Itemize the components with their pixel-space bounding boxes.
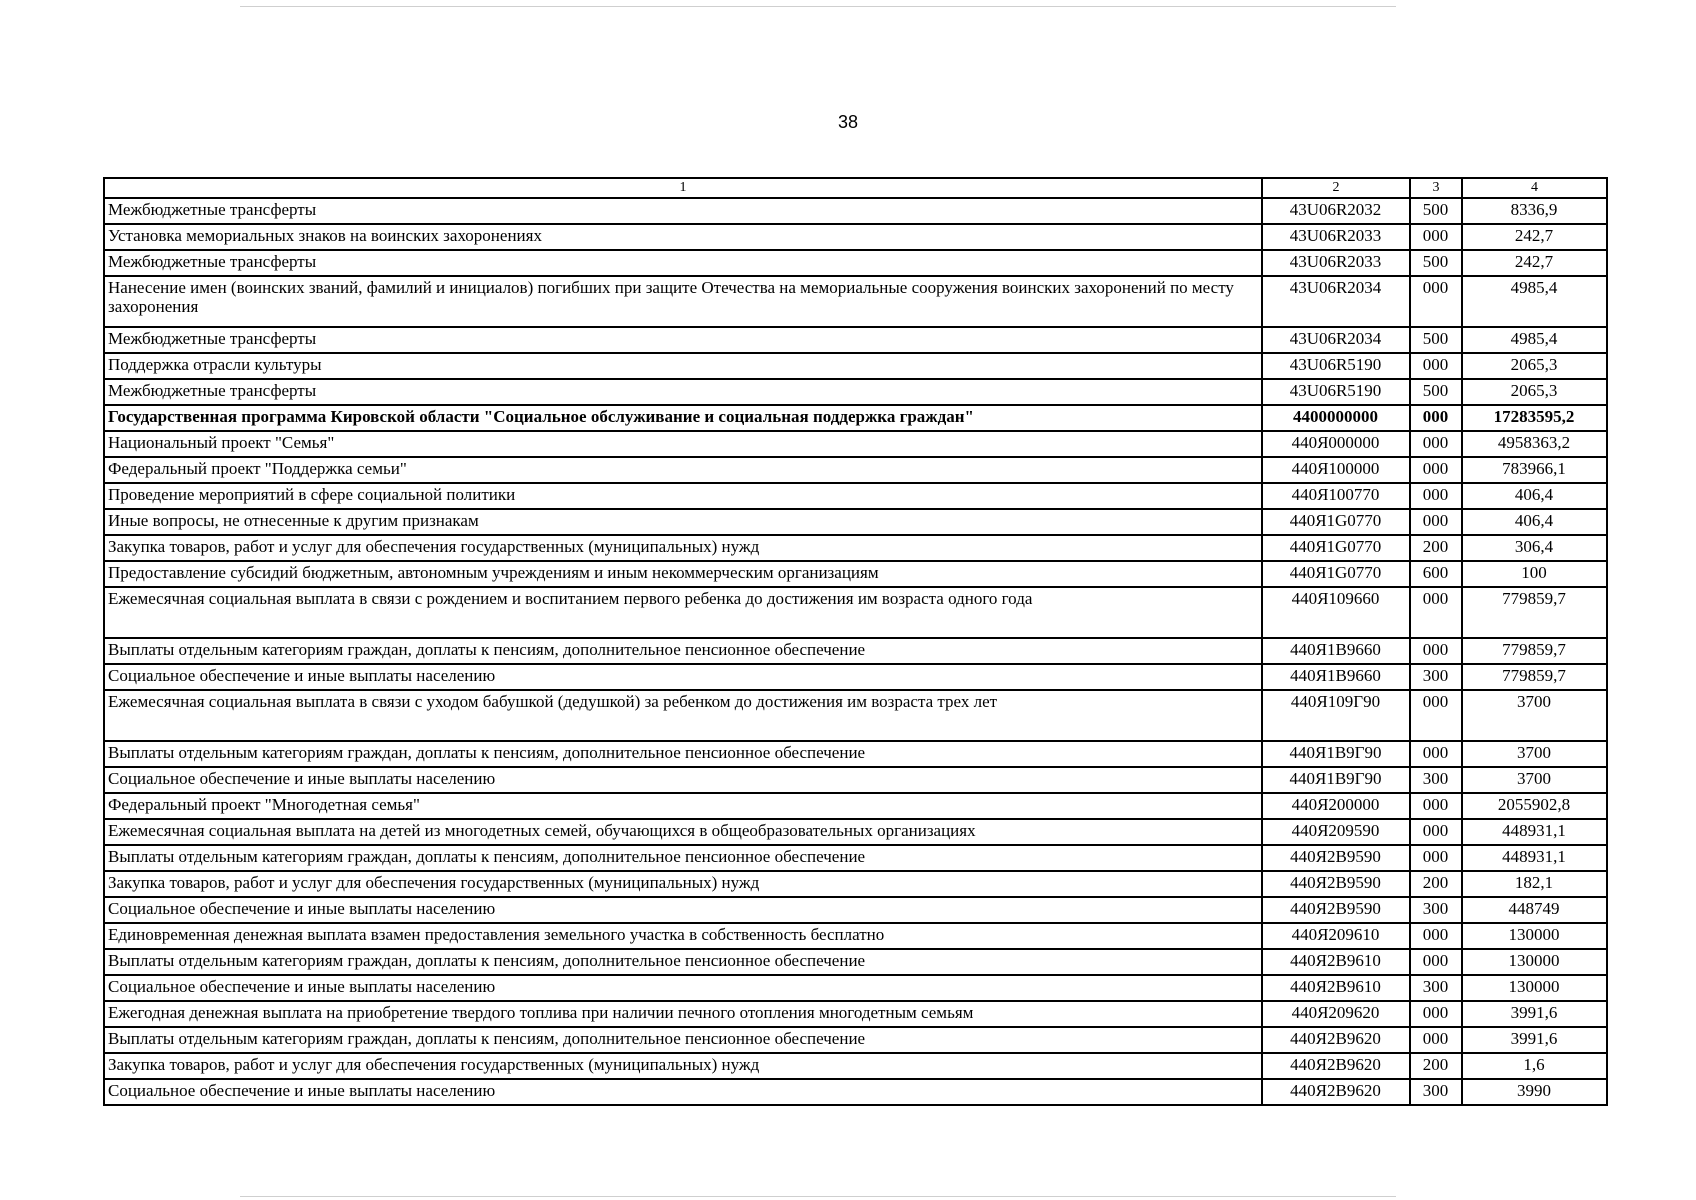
table-row — [104, 897, 1607, 923]
row-expense-type-cell: 600 — [1410, 561, 1462, 587]
row-name-cell: Межбюджетные трансферты — [104, 198, 1262, 224]
table-row — [104, 923, 1607, 949]
row-sum-cell: 3700 — [1462, 741, 1607, 767]
table-row — [104, 975, 1607, 1001]
table-row — [104, 353, 1607, 379]
table-row — [104, 845, 1607, 871]
table-row — [104, 535, 1607, 561]
row-sum-cell: 448931,1 — [1462, 845, 1607, 871]
row-name-cell: Выплаты отдельным категориям граждан, доплаты к пенсиям, дополнительное пенсионное обеспечение — [104, 1027, 1262, 1053]
table-row — [104, 561, 1607, 587]
row-name-cell: Социальное обеспечение и иные выплаты населению — [104, 767, 1262, 793]
row-sum-cell: 779859,7 — [1462, 587, 1607, 638]
row-code-cell: 4400000000 — [1262, 405, 1410, 431]
row-sum-cell: 242,7 — [1462, 250, 1607, 276]
row-expense-type-cell: 000 — [1410, 431, 1462, 457]
row-code-cell: 43U06R5190 — [1262, 353, 1410, 379]
row-code-cell: 43U06R2034 — [1262, 276, 1410, 327]
table-row — [104, 1001, 1607, 1027]
row-name-cell: Социальное обеспечение и иные выплаты населению — [104, 975, 1262, 1001]
row-expense-type-cell: 500 — [1410, 250, 1462, 276]
row-code-cell: 440Я1B9Г90 — [1262, 767, 1410, 793]
table-row — [104, 431, 1607, 457]
row-expense-type-cell: 300 — [1410, 767, 1462, 793]
row-name-cell: Ежемесячная социальная выплата в связи с рождением и воспитанием первого ребенка до достижения им возраста одного года — [104, 587, 1262, 638]
row-code-cell: 43U06R2034 — [1262, 327, 1410, 353]
table-body — [104, 198, 1607, 1105]
row-expense-type-cell: 000 — [1410, 276, 1462, 327]
row-sum-cell: 130000 — [1462, 949, 1607, 975]
row-sum-cell: 779859,7 — [1462, 638, 1607, 664]
row-expense-type-cell: 300 — [1410, 975, 1462, 1001]
row-code-cell: 43U06R2032 — [1262, 198, 1410, 224]
row-sum-cell: 130000 — [1462, 975, 1607, 1001]
header-row — [104, 178, 1607, 198]
row-expense-type-cell: 200 — [1410, 535, 1462, 561]
row-sum-cell: 448749 — [1462, 897, 1607, 923]
row-name-cell: Национальный проект "Семья" — [104, 431, 1262, 457]
table-row — [104, 871, 1607, 897]
row-expense-type-cell: 000 — [1410, 353, 1462, 379]
row-code-cell: 440Я2B9610 — [1262, 975, 1410, 1001]
row-name-cell: Социальное обеспечение и иные выплаты населению — [104, 1079, 1262, 1105]
row-code-cell: 440Я200000 — [1262, 793, 1410, 819]
row-name-cell: Государственная программа Кировской области "Социальное обслуживание и социальная поддержка граждан" — [104, 405, 1262, 431]
row-name-cell: Поддержка отрасли культуры — [104, 353, 1262, 379]
table-row — [104, 949, 1607, 975]
row-code-cell: 440Я1G0770 — [1262, 509, 1410, 535]
page-number: 38 — [837, 112, 859, 132]
row-name-cell: Социальное обеспечение и иные выплаты населению — [104, 664, 1262, 690]
table-row — [104, 379, 1607, 405]
row-expense-type-cell: 200 — [1410, 1053, 1462, 1079]
row-sum-cell: 3991,6 — [1462, 1001, 1607, 1027]
row-sum-cell: 2055902,8 — [1462, 793, 1607, 819]
row-code-cell: 440Я000000 — [1262, 431, 1410, 457]
row-code-cell: 440Я1B9Г90 — [1262, 741, 1410, 767]
row-expense-type-cell: 000 — [1410, 923, 1462, 949]
row-code-cell: 440Я2B9590 — [1262, 845, 1410, 871]
row-code-cell: 440Я109660 — [1262, 587, 1410, 638]
row-code-cell: 440Я2B9620 — [1262, 1027, 1410, 1053]
row-name-cell: Выплаты отдельным категориям граждан, доплаты к пенсиям, дополнительное пенсионное обеспечение — [104, 638, 1262, 664]
table-row — [104, 741, 1607, 767]
row-name-cell: Межбюджетные трансферты — [104, 379, 1262, 405]
table-row — [104, 405, 1607, 431]
row-sum-cell: 242,7 — [1462, 224, 1607, 250]
row-expense-type-cell: 000 — [1410, 845, 1462, 871]
row-sum-cell: 8336,9 — [1462, 198, 1607, 224]
header-col-3: 3 — [1410, 178, 1462, 198]
row-code-cell: 440Я1B9660 — [1262, 638, 1410, 664]
row-name-cell: Социальное обеспечение и иные выплаты населению — [104, 897, 1262, 923]
header-col-2: 2 — [1262, 178, 1410, 198]
row-code-cell: 440Я1B9660 — [1262, 664, 1410, 690]
table-row — [104, 509, 1607, 535]
row-sum-cell: 448931,1 — [1462, 819, 1607, 845]
table-row — [104, 1053, 1607, 1079]
scan-edge-bottom — [240, 1196, 1396, 1197]
row-name-cell: Ежемесячная социальная выплата в связи с уходом бабушкой (дедушкой) за ребенком до достижения им возраста трех лет — [104, 690, 1262, 741]
row-sum-cell: 100 — [1462, 561, 1607, 587]
row-expense-type-cell: 000 — [1410, 483, 1462, 509]
row-code-cell: 440Я2B9620 — [1262, 1079, 1410, 1105]
row-expense-type-cell: 000 — [1410, 509, 1462, 535]
row-name-cell: Межбюджетные трансферты — [104, 250, 1262, 276]
table-row — [104, 690, 1607, 741]
row-code-cell: 43U06R5190 — [1262, 379, 1410, 405]
row-code-cell: 440Я100770 — [1262, 483, 1410, 509]
row-expense-type-cell: 300 — [1410, 1079, 1462, 1105]
row-sum-cell: 779859,7 — [1462, 664, 1607, 690]
row-expense-type-cell: 000 — [1410, 793, 1462, 819]
row-expense-type-cell: 000 — [1410, 1027, 1462, 1053]
row-name-cell: Ежегодная денежная выплата на приобретение твердого топлива при наличии печного отопления многодетным семьям — [104, 1001, 1262, 1027]
table-row — [104, 483, 1607, 509]
row-sum-cell: 1,6 — [1462, 1053, 1607, 1079]
row-code-cell: 440Я100000 — [1262, 457, 1410, 483]
row-name-cell: Федеральный проект "Многодетная семья" — [104, 793, 1262, 819]
row-code-cell: 440Я209620 — [1262, 1001, 1410, 1027]
row-name-cell: Предоставление субсидий бюджетным, автономным учреждениям и иным некоммерческим организациям — [104, 561, 1262, 587]
row-expense-type-cell: 000 — [1410, 690, 1462, 741]
row-code-cell: 440Я209590 — [1262, 819, 1410, 845]
row-expense-type-cell: 000 — [1410, 741, 1462, 767]
row-code-cell: 440Я2B9610 — [1262, 949, 1410, 975]
row-expense-type-cell: 000 — [1410, 457, 1462, 483]
table-row — [104, 767, 1607, 793]
table-row — [104, 198, 1607, 224]
row-name-cell: Закупка товаров, работ и услуг для обеспечения государственных (муниципальных) нужд — [104, 535, 1262, 561]
row-expense-type-cell: 500 — [1410, 198, 1462, 224]
row-sum-cell: 130000 — [1462, 923, 1607, 949]
row-sum-cell: 3990 — [1462, 1079, 1607, 1105]
table-row — [104, 793, 1607, 819]
row-name-cell: Иные вопросы, не отнесенные к другим признакам — [104, 509, 1262, 535]
row-code-cell: 43U06R2033 — [1262, 224, 1410, 250]
row-expense-type-cell: 500 — [1410, 327, 1462, 353]
row-sum-cell: 4958363,2 — [1462, 431, 1607, 457]
row-sum-cell: 306,4 — [1462, 535, 1607, 561]
table-header — [104, 178, 1607, 198]
row-name-cell: Закупка товаров, работ и услуг для обеспечения государственных (муниципальных) нужд — [104, 1053, 1262, 1079]
table-row — [104, 664, 1607, 690]
row-name-cell: Ежемесячная социальная выплата на детей из многодетных семей, обучающихся в общеобразовательных организациях — [104, 819, 1262, 845]
table-row — [104, 250, 1607, 276]
header-col-1: 1 — [104, 178, 1262, 198]
row-expense-type-cell: 000 — [1410, 587, 1462, 638]
row-code-cell: 440Я1G0770 — [1262, 561, 1410, 587]
row-sum-cell: 182,1 — [1462, 871, 1607, 897]
table-row — [104, 638, 1607, 664]
row-expense-type-cell: 500 — [1410, 379, 1462, 405]
scan-edge-top — [240, 6, 1396, 7]
table-row — [104, 457, 1607, 483]
row-expense-type-cell: 000 — [1410, 949, 1462, 975]
row-expense-type-cell: 000 — [1410, 405, 1462, 431]
row-expense-type-cell: 000 — [1410, 819, 1462, 845]
row-code-cell: 440Я209610 — [1262, 923, 1410, 949]
row-sum-cell: 406,4 — [1462, 483, 1607, 509]
row-expense-type-cell: 000 — [1410, 638, 1462, 664]
budget-table — [103, 177, 1608, 1106]
row-sum-cell: 406,4 — [1462, 509, 1607, 535]
row-code-cell: 43U06R2033 — [1262, 250, 1410, 276]
row-code-cell: 440Я2B9590 — [1262, 897, 1410, 923]
table-row — [104, 587, 1607, 638]
row-name-cell: Закупка товаров, работ и услуг для обеспечения государственных (муниципальных) нужд — [104, 871, 1262, 897]
row-sum-cell: 2065,3 — [1462, 379, 1607, 405]
row-expense-type-cell: 000 — [1410, 224, 1462, 250]
table-row — [104, 224, 1607, 250]
row-code-cell: 440Я109Г90 — [1262, 690, 1410, 741]
row-sum-cell: 3991,6 — [1462, 1027, 1607, 1053]
row-expense-type-cell: 000 — [1410, 1001, 1462, 1027]
row-sum-cell: 4985,4 — [1462, 327, 1607, 353]
row-name-cell: Выплаты отдельным категориям граждан, доплаты к пенсиям, дополнительное пенсионное обеспечение — [104, 845, 1262, 871]
row-expense-type-cell: 300 — [1410, 664, 1462, 690]
row-name-cell: Межбюджетные трансферты — [104, 327, 1262, 353]
row-code-cell: 440Я1G0770 — [1262, 535, 1410, 561]
row-sum-cell: 783966,1 — [1462, 457, 1607, 483]
row-code-cell: 440Я2B9590 — [1262, 871, 1410, 897]
row-name-cell: Единовременная денежная выплата взамен предоставления земельного участка в собственность бесплатно — [104, 923, 1262, 949]
row-expense-type-cell: 200 — [1410, 871, 1462, 897]
row-code-cell: 440Я2B9620 — [1262, 1053, 1410, 1079]
row-sum-cell: 3700 — [1462, 690, 1607, 741]
row-sum-cell: 2065,3 — [1462, 353, 1607, 379]
row-expense-type-cell: 300 — [1410, 897, 1462, 923]
row-sum-cell: 3700 — [1462, 767, 1607, 793]
row-name-cell: Проведение мероприятий в сфере социальной политики — [104, 483, 1262, 509]
row-name-cell: Установка мемориальных знаков на воинских захоронениях — [104, 224, 1262, 250]
table-row — [104, 327, 1607, 353]
table-row — [104, 1079, 1607, 1105]
header-col-4: 4 — [1462, 178, 1607, 198]
row-sum-cell: 17283595,2 — [1462, 405, 1607, 431]
row-name-cell: Выплаты отдельным категориям граждан, доплаты к пенсиям, дополнительное пенсионное обеспечение — [104, 949, 1262, 975]
row-name-cell: Выплаты отдельным категориям граждан, доплаты к пенсиям, дополнительное пенсионное обеспечение — [104, 741, 1262, 767]
row-name-cell: Нанесение имен (воинских званий, фамилий и инициалов) погибших при защите Отечества на мемориальные сооружения воинских захоронений по месту захоронения — [104, 276, 1262, 327]
table-row — [104, 1027, 1607, 1053]
row-sum-cell: 4985,4 — [1462, 276, 1607, 327]
table-row — [104, 819, 1607, 845]
row-name-cell: Федеральный проект "Поддержка семьи" — [104, 457, 1262, 483]
table-row — [104, 276, 1607, 327]
